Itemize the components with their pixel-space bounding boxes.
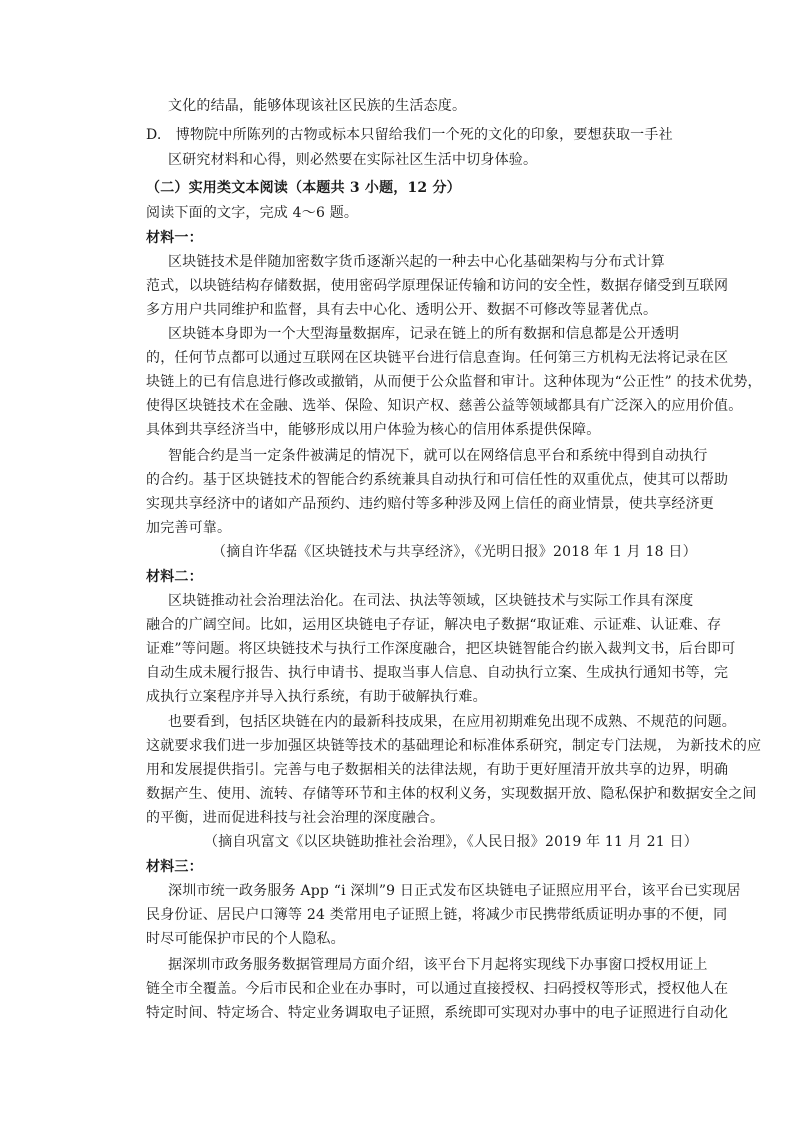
text-line: 特定时间、特定场合、特定业务调取电子证照，系统即可实现对办事中的电子证照进行自动化 — [146, 1005, 729, 1021]
section-heading: （二）实用类文本阅读（本题共 3 小题，12 分） — [146, 180, 461, 196]
text-line: 区块链推动社会治理法治化。在司法、执法等领域，区块链技术与实际工作具有深度 — [168, 593, 694, 609]
text-line: 智能合约是当一定条件被满足的情况下，就可以在网络信息平台和系统中得到自动执行 — [168, 448, 708, 464]
text-line: 也要看到，包括区块链在内的最新科技成果，在应用初期难免出现不成熟、不规范的问题。 — [168, 714, 736, 730]
text-line: 文化的结晶，能够体现该社区民族的生活态度。 — [168, 98, 467, 114]
option-d-line: D. 博物院中所陈列的古物或标本只留给我们一个死的文化的印象，要想获取一手社 — [146, 127, 673, 143]
citation-line: （摘自许华磊《区块链技术与共享经济》，《光明日报》2018 年 1 月 18 日） — [212, 544, 697, 560]
text-line: 数据产生、使用、流转、存储等环节和主体的权利义务，实现数据开放、隐私保护和数据安全之间 — [146, 786, 757, 802]
citation-line: （摘自巩富文《以区块链助推社会治理》，《人民日报》2019 年 11 月 21 日） — [204, 834, 698, 850]
text-line: 证难”等问题。将区块链技术与执行工作深度融合，把区块链智能合约嵌入裁判文书，后台即可 — [146, 641, 736, 657]
text-line: 成执行立案程序并导入执行系统，有助于破解执行难。 — [146, 689, 487, 705]
text-line: 区块链技术是伴随加密数字货币逐渐兴起的一种去中心化基础架构与分布式计算 — [168, 254, 665, 270]
text-line: 链全市全覆盖。今后市民和企业在办事时，可以通过直接授权、扫码授权等形式，授权他人在 — [146, 981, 729, 997]
text-line: 区研究材料和心得，则必然要在实际社区生活中切身体验。 — [168, 152, 538, 168]
text-line: 多方用户共同维护和监督，具有去中心化、透明公开、数据不可修改等显著优点。 — [146, 302, 658, 318]
text-line: 这就要求我们进一步加强区块链等技术的基础理论和标准体系研究，制定专门法规， 为新技术的应 — [146, 738, 762, 754]
text-line: 实现共享经济中的诸如产品预约、违约赔付等多种涉及网上信任的商业情景，使共享经济更 — [146, 496, 714, 512]
material-three-heading: 材料三： — [146, 859, 203, 875]
text-line: 深圳市统一政务服务 App “i 深圳”9 日正式发布区块链电子证照应用平台，该平台已实现居 — [168, 883, 741, 899]
text-line: 的，任何节点都可以通过互联网在区块链平台进行信息查询。任何第三方机构无法将记录在区 — [146, 350, 729, 366]
text-line: 加完善可靠。 — [146, 520, 232, 536]
text-line: 民身份证、居民户口簿等 24 类常用电子证照上链，将减少市民携带纸质证明办事的不便，同 — [146, 907, 728, 923]
text-line: 具体到共享经济当中，能够形成以用户体验为核心的信用体系提供保障。 — [146, 422, 601, 438]
text-line: 区块链本身即为一个大型海量数据库，记录在链上的所有数据和信息都是公开透明 — [168, 326, 680, 342]
text-line: 自动生成未履行报告、执行申请书、提取当事人信息、自动执行立案、生成执行通知书等，完 — [146, 665, 729, 681]
text-line: 使得区块链技术在金融、选举、保险、知识产权、慈善公益等领域都具有广泛深入的应用价值。 — [146, 398, 743, 414]
text-line: 据深圳市政务服务数据管理局方面介绍，该平台下月起将实现线下办事窗口授权用证上 — [168, 957, 708, 973]
material-two-heading: 材料二： — [146, 569, 203, 585]
instruction-line: 阅读下面的文字，完成 4～6 题。 — [146, 205, 359, 221]
text-line: 用和发展提供指引。完善与电子数据相关的法律法规，有助于更好厘清开放共享的边界，明确 — [146, 762, 729, 778]
text-line: 融合的广阔空间。比如，运用区块链电子存证，解决电子数据“取证难、示证难、认证难、存 — [146, 617, 722, 633]
material-one-heading: 材料一： — [146, 230, 203, 246]
text-line: 时尽可能保护市民的个人隐私。 — [146, 931, 345, 947]
text-line: 的合约。基于区块链技术的智能合约系统兼具自动执行和可信任性的双重优点，使其可以帮助 — [146, 472, 729, 488]
text-line: 块链上的已有信息进行修改或撤销，从而便于公众监督和审计。这种体现为“公正性” 的技术优势， — [146, 374, 762, 390]
text-line: 的平衡，进而促进科技与社会治理的深度融合。 — [146, 810, 445, 826]
text-line: 范式，以块链结构存储数据，使用密码学原理保证传输和访问的安全性，数据存储受到互联网 — [146, 278, 729, 294]
